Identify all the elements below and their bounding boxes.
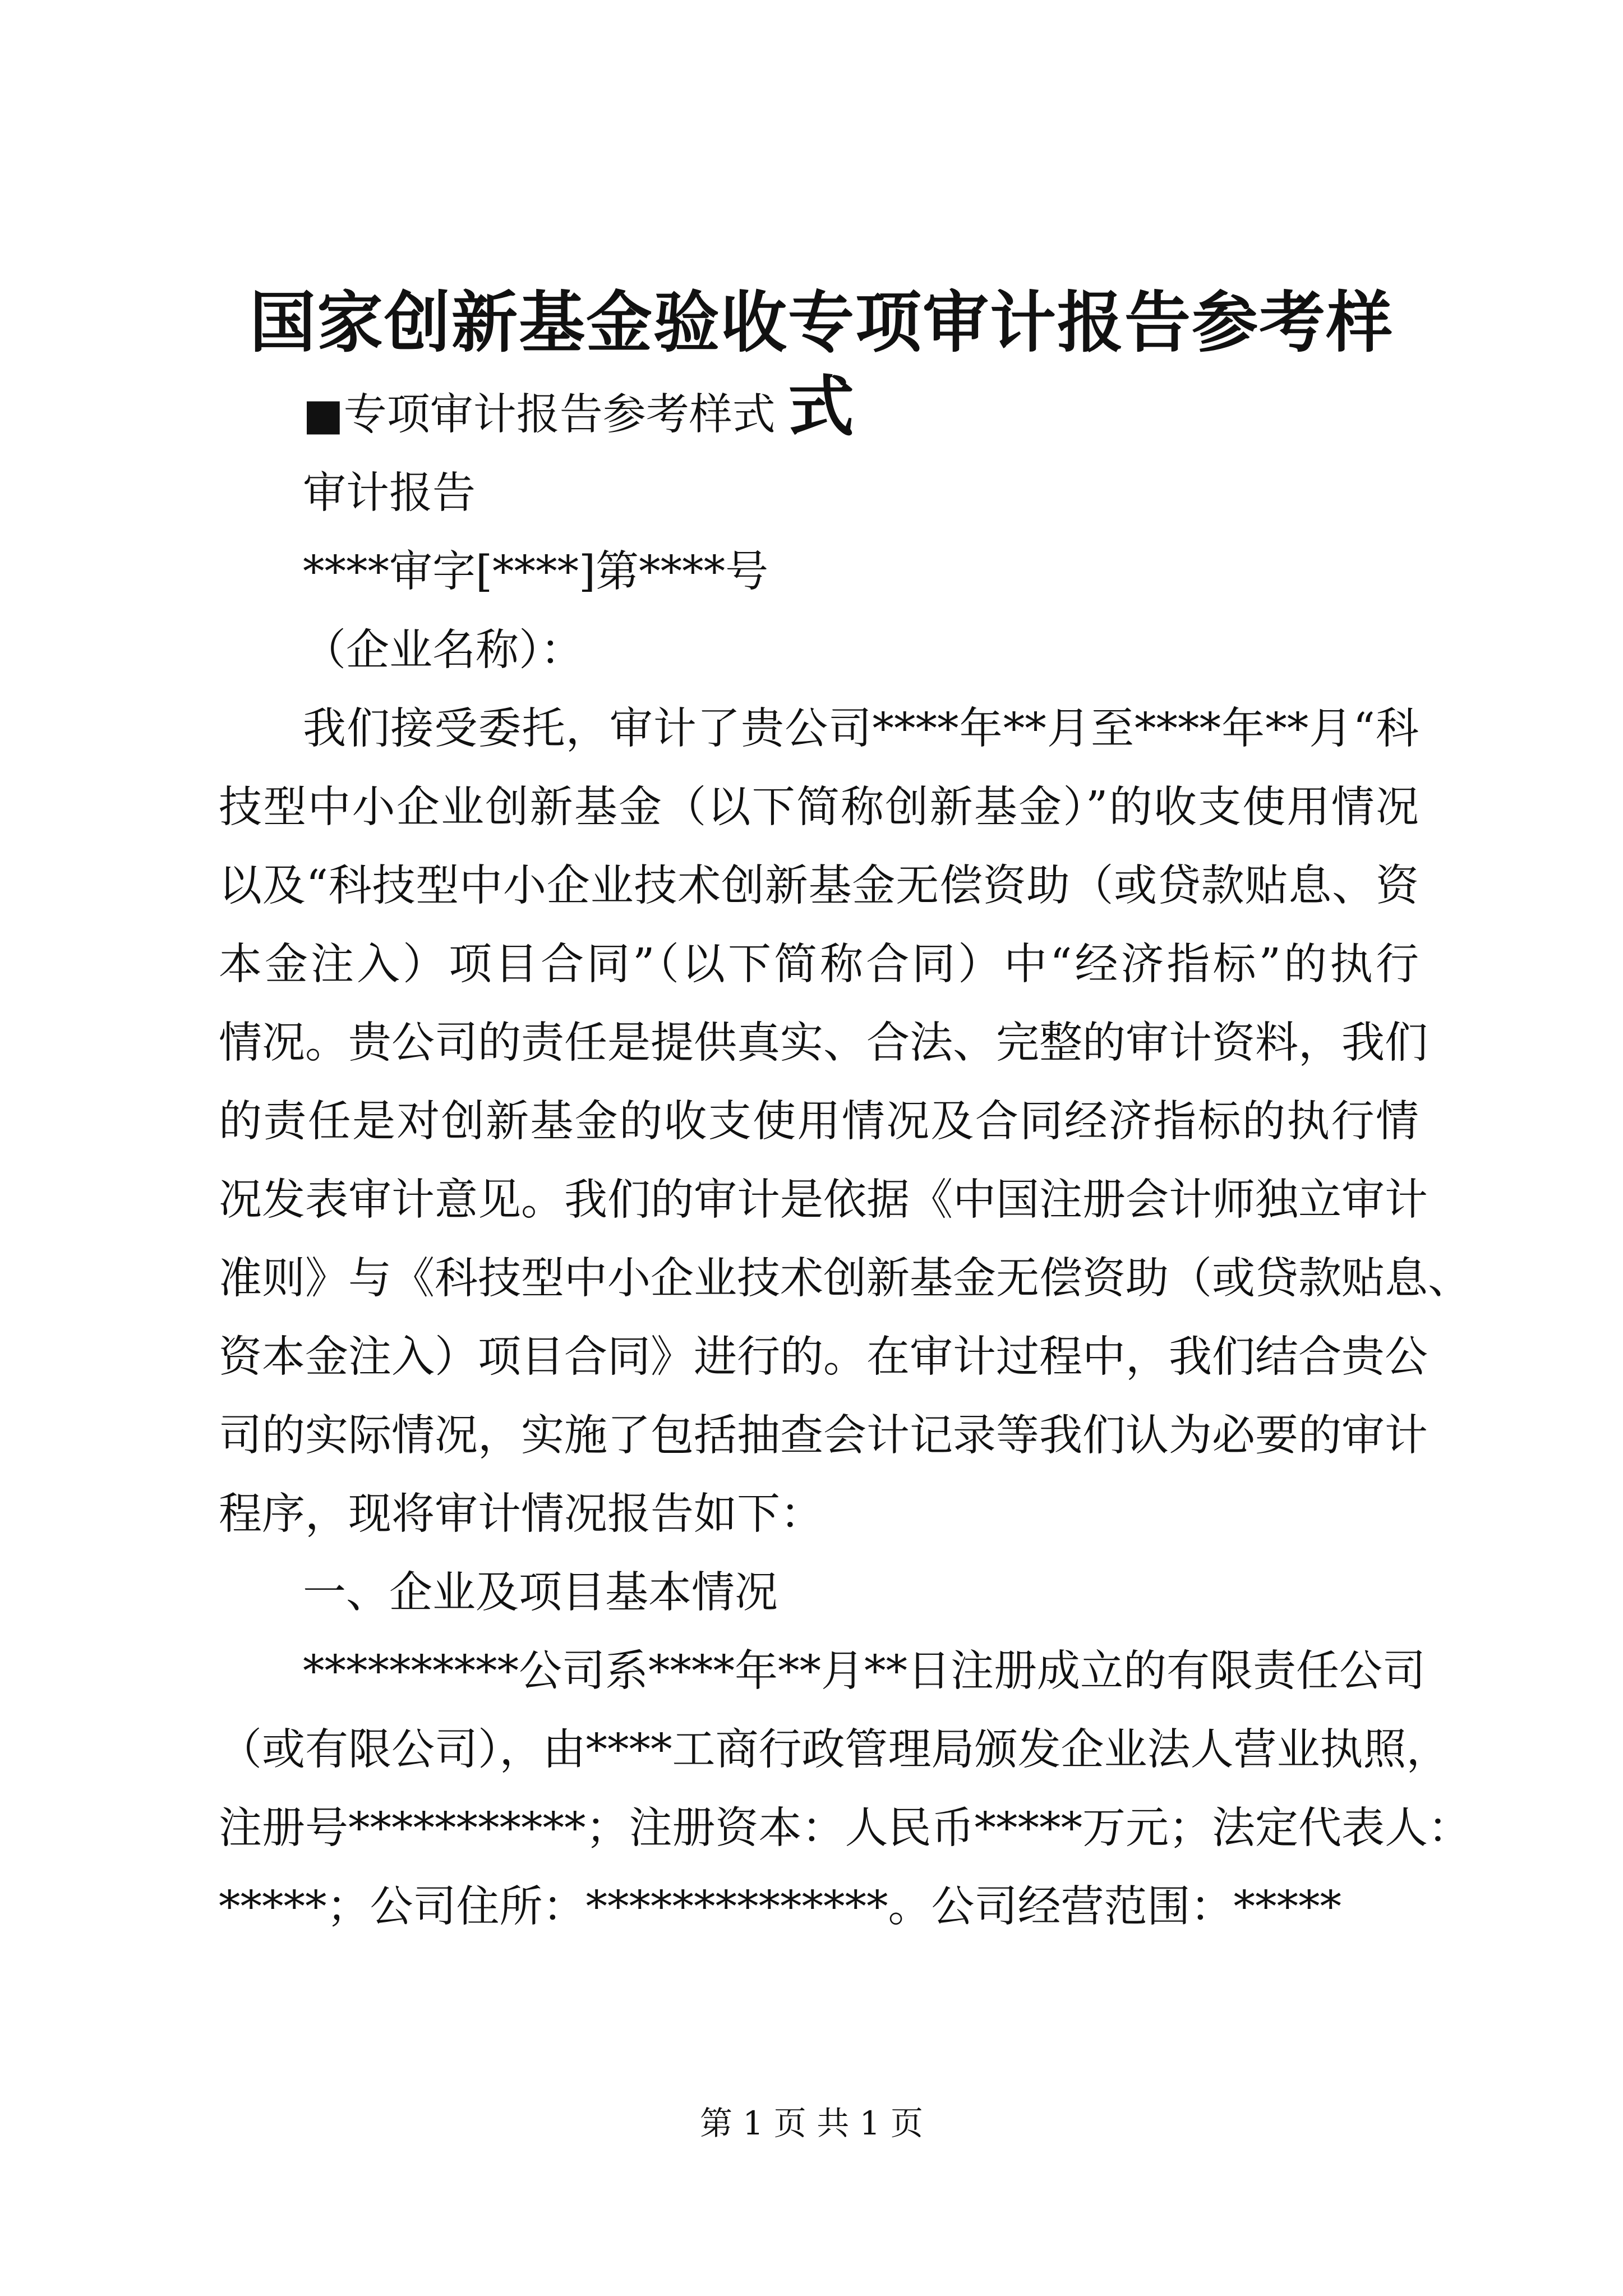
section-heading-style: ■专项审计报告参考样式 [303, 390, 776, 440]
paragraph-line: 司的实际情况，实施了包括抽查会计记录等我们认为必要的审计 [219, 1411, 1428, 1461]
paragraph-line: 情况。贵公司的责任是提供真实、合法、完整的审计资料，我们 [219, 1018, 1428, 1068]
paragraph-line: 程序，现将审计情况报告如下： [219, 1489, 823, 1539]
paragraph-line: 况发表审计意见。我们的审计是依据《中国注册会计师独立审计 [219, 1175, 1428, 1225]
report-number: ****审字[****]第****号 [303, 547, 769, 597]
paragraph-line: 准则》与《科技型中小企业技术创新基金无偿资助（或贷款贴息、 [219, 1254, 1471, 1304]
paragraph-line: *****；公司住所：**************。公司经营范围：***** [219, 1882, 1341, 1932]
document-body [219, 376, 1471, 1947]
report-heading: 审计报告 [303, 468, 476, 518]
paragraph-line: 注册号***********；注册资本：人民币*****万元；法定代表人： [219, 1803, 1471, 1853]
paragraph-line: 资本金注入）项目合同》进行的。在审计过程中，我们结合贵公 [219, 1332, 1428, 1382]
document-title: 国家创新基金验收专项审计报告参考样式 [249, 283, 1394, 445]
paragraph-line: 以及“科技型中小企业技术创新基金无偿资助（或贷款贴息、资 [219, 861, 1419, 911]
page-footer: 第 1 页 共 1 页 [700, 2104, 923, 2142]
paragraph-line: 的责任是对创新基金的收支使用情况及合同经济指标的执行情 [219, 1097, 1419, 1147]
addressee: （企业名称）： [303, 625, 584, 675]
paragraph-line: 本金注入）项目合同”（以下简称合同）中“经济指标”的执行 [219, 940, 1419, 990]
paragraph-line: 技型中小企业创新基金（以下简称创新基金）”的收支使用情况 [219, 783, 1419, 832]
paragraph-line: 我们接受委托，审计了贵公司****年**月至****年**月“科 [303, 704, 1419, 754]
paragraph-line: （或有限公司），由****工商行政管理局颁发企业法人营业执照， [219, 1725, 1450, 1775]
paragraph-line: **********公司系****年**月**日注册成立的有限责任公司 [303, 1646, 1426, 1696]
section-heading: 一、企业及项目基本情况 [303, 1568, 778, 1618]
